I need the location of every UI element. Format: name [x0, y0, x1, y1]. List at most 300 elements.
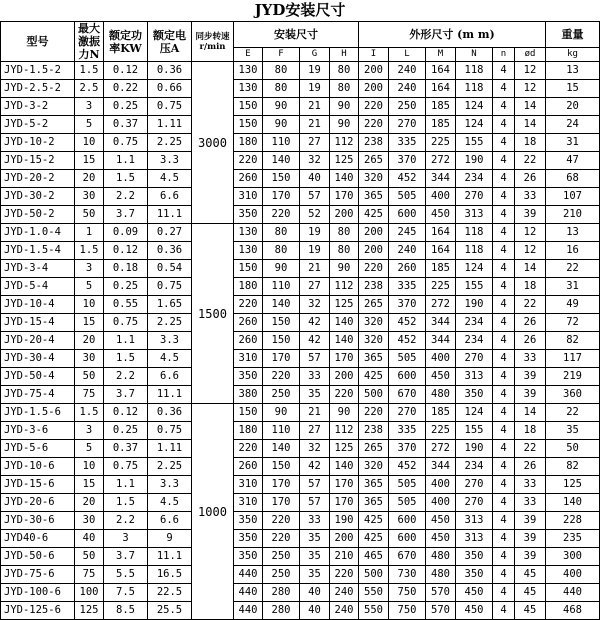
value-cell: 238 [359, 278, 389, 296]
table-row [1, 242, 600, 260]
model-cell: JYD-5-2 [1, 116, 75, 134]
table-row [1, 278, 600, 296]
value-cell: 4 [493, 350, 515, 368]
value-cell: 370 [389, 440, 426, 458]
model-cell: JYD-1.5-6 [1, 404, 75, 422]
value-cell: 45 [515, 566, 546, 584]
model-cell: JYD-15-2 [1, 152, 75, 170]
value-cell: 4.5 [148, 170, 192, 188]
value-cell: 180 [234, 422, 263, 440]
value-cell: 270 [389, 116, 426, 134]
value-cell: 125 [330, 440, 359, 458]
value-cell: 112 [330, 134, 359, 152]
table-row [1, 548, 600, 566]
value-cell: 12 [515, 224, 546, 242]
header-col-n: N [456, 47, 493, 61]
value-cell: 219 [546, 368, 600, 386]
value-cell: 0.75 [104, 134, 148, 152]
value-cell: 2.5 [75, 80, 104, 98]
value-cell: 118 [456, 62, 493, 80]
value-cell: 3 [75, 98, 104, 116]
value-cell: 240 [389, 80, 426, 98]
table-row [1, 476, 600, 494]
model-cell: JYD-30-2 [1, 188, 75, 206]
table-row [1, 206, 600, 224]
table-row [1, 350, 600, 368]
value-cell: 72 [546, 314, 600, 332]
value-cell: 272 [426, 296, 456, 314]
value-cell: 4 [493, 206, 515, 224]
value-cell: 0.36 [148, 404, 192, 422]
value-cell: 500 [359, 386, 389, 404]
value-cell: 505 [389, 476, 426, 494]
value-cell: 33 [515, 494, 546, 512]
value-cell: 270 [456, 494, 493, 512]
value-cell: 124 [456, 98, 493, 116]
value-cell: 26 [515, 332, 546, 350]
value-cell: 14 [515, 260, 546, 278]
value-cell: 4 [493, 152, 515, 170]
model-cell: JYD-5-6 [1, 440, 75, 458]
value-cell: 4 [493, 386, 515, 404]
value-cell: 25.5 [148, 602, 192, 620]
header-outer-dimensions: 外形尺寸 (m m) [359, 22, 546, 48]
value-cell: 3 [104, 530, 148, 548]
value-cell: 4 [493, 584, 515, 602]
value-cell: 190 [456, 440, 493, 458]
value-cell: 32 [300, 152, 330, 170]
value-cell: 220 [263, 530, 300, 548]
jyd-spec-table [0, 21, 600, 620]
value-cell: 50 [75, 368, 104, 386]
value-cell: 39 [515, 368, 546, 386]
value-cell: 49 [546, 296, 600, 314]
value-cell: 3.7 [104, 386, 148, 404]
value-cell: 350 [456, 386, 493, 404]
value-cell: 0.36 [148, 242, 192, 260]
value-cell: 39 [515, 206, 546, 224]
value-cell: 500 [359, 566, 389, 584]
value-cell: 570 [426, 584, 456, 602]
value-cell: 170 [263, 476, 300, 494]
value-cell: 730 [389, 566, 426, 584]
value-cell: 11.1 [148, 548, 192, 566]
value-cell: 0.27 [148, 224, 192, 242]
value-cell: 130 [234, 242, 263, 260]
value-cell: 360 [546, 386, 600, 404]
value-cell: 0.55 [104, 296, 148, 314]
header-weight: 重量 [546, 22, 600, 48]
model-cell: JYD-100-6 [1, 584, 75, 602]
value-cell: 480 [426, 386, 456, 404]
value-cell: 1.5 [104, 494, 148, 512]
model-cell: JYD-3-6 [1, 422, 75, 440]
value-cell: 57 [300, 476, 330, 494]
header-col-diameter: ød [515, 47, 546, 61]
value-cell: 1.1 [104, 476, 148, 494]
value-cell: 1.5 [104, 170, 148, 188]
value-cell: 124 [456, 116, 493, 134]
value-cell: 4 [493, 458, 515, 476]
value-cell: 0.25 [104, 278, 148, 296]
value-cell: 1.1 [104, 152, 148, 170]
value-cell: 280 [263, 584, 300, 602]
value-cell: 164 [426, 62, 456, 80]
value-cell: 13 [546, 62, 600, 80]
value-cell: 344 [426, 170, 456, 188]
value-cell: 80 [330, 80, 359, 98]
value-cell: 26 [515, 458, 546, 476]
value-cell: 42 [300, 332, 330, 350]
value-cell: 170 [330, 188, 359, 206]
value-cell: 4 [493, 476, 515, 494]
value-cell: 4 [493, 296, 515, 314]
table-title: JYD安装尺寸 [254, 1, 346, 19]
value-cell: 400 [426, 494, 456, 512]
value-cell: 112 [330, 422, 359, 440]
value-cell: 425 [359, 206, 389, 224]
value-cell: 80 [263, 242, 300, 260]
value-cell: 2.25 [148, 134, 192, 152]
value-cell: 270 [456, 476, 493, 494]
value-cell: 0.09 [104, 224, 148, 242]
value-cell: 3.3 [148, 476, 192, 494]
value-cell: 240 [330, 584, 359, 602]
value-cell: 452 [389, 170, 426, 188]
table-row [1, 458, 600, 476]
value-cell: 19 [300, 62, 330, 80]
value-cell: 1.11 [148, 116, 192, 134]
value-cell: 310 [234, 350, 263, 368]
value-cell: 57 [300, 494, 330, 512]
value-cell: 350 [234, 206, 263, 224]
sync-speed-cell: 1000 [192, 404, 234, 620]
value-cell: 18 [515, 134, 546, 152]
value-cell: 31 [546, 134, 600, 152]
model-cell: JYD-1.5-4 [1, 242, 75, 260]
header-col-small-n: n [493, 47, 515, 61]
value-cell: 452 [389, 314, 426, 332]
value-cell: 450 [426, 512, 456, 530]
value-cell: 5 [75, 440, 104, 458]
value-cell: 320 [359, 314, 389, 332]
value-cell: 39 [515, 530, 546, 548]
value-cell: 8.5 [104, 602, 148, 620]
value-cell: 82 [546, 458, 600, 476]
value-cell: 310 [234, 188, 263, 206]
value-cell: 170 [330, 476, 359, 494]
table-row [1, 566, 600, 584]
value-cell: 124 [456, 404, 493, 422]
value-cell: 118 [456, 224, 493, 242]
value-cell: 80 [330, 62, 359, 80]
value-cell: 452 [389, 458, 426, 476]
value-cell: 220 [234, 296, 263, 314]
value-cell: 170 [263, 494, 300, 512]
value-cell: 180 [234, 278, 263, 296]
value-cell: 12 [515, 80, 546, 98]
value-cell: 1.5 [75, 62, 104, 80]
value-cell: 310 [234, 494, 263, 512]
value-cell: 2.2 [104, 512, 148, 530]
value-cell: 1.11 [148, 440, 192, 458]
value-cell: 190 [456, 152, 493, 170]
header-max-force: 最大激振力N [75, 22, 104, 62]
table-row [1, 98, 600, 116]
model-cell: JYD-125-6 [1, 602, 75, 620]
value-cell: 185 [426, 98, 456, 116]
value-cell: 220 [359, 260, 389, 278]
value-cell: 170 [263, 188, 300, 206]
value-cell: 68 [546, 170, 600, 188]
value-cell: 52 [300, 206, 330, 224]
value-cell: 80 [330, 224, 359, 242]
value-cell: 260 [234, 332, 263, 350]
value-cell: 90 [330, 98, 359, 116]
value-cell: 130 [234, 224, 263, 242]
value-cell: 27 [300, 422, 330, 440]
value-cell: 1.65 [148, 296, 192, 314]
value-cell: 40 [300, 602, 330, 620]
value-cell: 0.66 [148, 80, 192, 98]
table-row [1, 512, 600, 530]
value-cell: 140 [330, 332, 359, 350]
value-cell: 4 [493, 62, 515, 80]
header-col-e: E [234, 47, 263, 61]
value-cell: 550 [359, 602, 389, 620]
value-cell: 200 [359, 62, 389, 80]
value-cell: 240 [389, 62, 426, 80]
value-cell: 425 [359, 512, 389, 530]
value-cell: 350 [234, 368, 263, 386]
value-cell: 270 [389, 404, 426, 422]
value-cell: 140 [330, 314, 359, 332]
value-cell: 20 [75, 170, 104, 188]
model-cell: JYD-2.5-2 [1, 80, 75, 98]
value-cell: 2.2 [104, 188, 148, 206]
table-row [1, 422, 600, 440]
value-cell: 365 [359, 494, 389, 512]
value-cell: 452 [389, 332, 426, 350]
value-cell: 185 [426, 404, 456, 422]
value-cell: 220 [234, 440, 263, 458]
value-cell: 335 [389, 278, 426, 296]
value-cell: 16 [546, 242, 600, 260]
value-cell: 27 [300, 134, 330, 152]
value-cell: 600 [389, 530, 426, 548]
value-cell: 365 [359, 350, 389, 368]
value-cell: 220 [263, 368, 300, 386]
value-cell: 0.54 [148, 260, 192, 278]
value-cell: 150 [263, 458, 300, 476]
model-cell: JYD-30-4 [1, 350, 75, 368]
value-cell: 4 [493, 404, 515, 422]
value-cell: 0.75 [148, 422, 192, 440]
model-cell: JYD-3-4 [1, 260, 75, 278]
value-cell: 200 [330, 368, 359, 386]
header-col-f: F [263, 47, 300, 61]
table-row [1, 224, 600, 242]
value-cell: 450 [456, 584, 493, 602]
value-cell: 365 [359, 476, 389, 494]
value-cell: 10 [75, 458, 104, 476]
table-row [1, 386, 600, 404]
value-cell: 150 [234, 116, 263, 134]
value-cell: 272 [426, 152, 456, 170]
table-row [1, 584, 600, 602]
value-cell: 370 [389, 152, 426, 170]
value-cell: 550 [359, 584, 389, 602]
value-cell: 150 [263, 170, 300, 188]
value-cell: 39 [515, 386, 546, 404]
value-cell: 350 [234, 512, 263, 530]
value-cell: 57 [300, 350, 330, 368]
value-cell: 335 [389, 422, 426, 440]
header-install-dimensions: 安装尺寸 [234, 22, 359, 48]
value-cell: 57 [300, 188, 330, 206]
model-cell: JYD-10-6 [1, 458, 75, 476]
value-cell: 110 [263, 278, 300, 296]
value-cell: 190 [330, 512, 359, 530]
value-cell: 350 [456, 548, 493, 566]
value-cell: 150 [263, 314, 300, 332]
value-cell: 110 [263, 422, 300, 440]
header-col-h: H [330, 47, 359, 61]
table-row [1, 170, 600, 188]
value-cell: 27 [300, 278, 330, 296]
value-cell: 468 [546, 602, 600, 620]
value-cell: 170 [263, 350, 300, 368]
value-cell: 228 [546, 512, 600, 530]
value-cell: 1.1 [104, 332, 148, 350]
value-cell: 10 [75, 296, 104, 314]
value-cell: 0.75 [104, 314, 148, 332]
value-cell: 313 [456, 530, 493, 548]
value-cell: 313 [456, 206, 493, 224]
value-cell: 400 [426, 188, 456, 206]
value-cell: 210 [546, 206, 600, 224]
value-cell: 22 [515, 152, 546, 170]
value-cell: 234 [456, 314, 493, 332]
value-cell: 0.37 [104, 116, 148, 134]
value-cell: 0.18 [104, 260, 148, 278]
value-cell: 250 [263, 386, 300, 404]
model-cell: JYD-20-4 [1, 332, 75, 350]
value-cell: 220 [359, 404, 389, 422]
value-cell: 240 [330, 602, 359, 620]
value-cell: 185 [426, 260, 456, 278]
header-weight-unit: kg [546, 47, 600, 61]
table-row [1, 404, 600, 422]
table-body [1, 62, 600, 620]
value-cell: 0.75 [148, 98, 192, 116]
value-cell: 234 [456, 332, 493, 350]
value-cell: 2.25 [148, 314, 192, 332]
value-cell: 450 [426, 530, 456, 548]
value-cell: 20 [75, 332, 104, 350]
value-cell: 210 [330, 548, 359, 566]
value-cell: 350 [234, 548, 263, 566]
value-cell: 260 [234, 314, 263, 332]
value-cell: 335 [389, 134, 426, 152]
value-cell: 170 [330, 494, 359, 512]
value-cell: 107 [546, 188, 600, 206]
value-cell: 140 [330, 170, 359, 188]
value-cell: 21 [300, 116, 330, 134]
table-row [1, 116, 600, 134]
value-cell: 15 [546, 80, 600, 98]
value-cell: 6.6 [148, 188, 192, 206]
value-cell: 4 [493, 170, 515, 188]
value-cell: 0.75 [104, 458, 148, 476]
value-cell: 18 [515, 278, 546, 296]
value-cell: 14 [515, 116, 546, 134]
value-cell: 4 [493, 242, 515, 260]
model-cell: JYD-75-6 [1, 566, 75, 584]
value-cell: 0.12 [104, 62, 148, 80]
value-cell: 270 [456, 188, 493, 206]
value-cell: 344 [426, 314, 456, 332]
value-cell: 118 [456, 242, 493, 260]
value-cell: 155 [456, 422, 493, 440]
value-cell: 20 [75, 494, 104, 512]
value-cell: 20 [546, 98, 600, 116]
sync-speed-cell: 1500 [192, 224, 234, 404]
value-cell: 440 [234, 584, 263, 602]
value-cell: 14 [515, 404, 546, 422]
value-cell: 90 [263, 98, 300, 116]
value-cell: 118 [456, 80, 493, 98]
value-cell: 31 [546, 278, 600, 296]
value-cell: 124 [456, 260, 493, 278]
value-cell: 80 [263, 224, 300, 242]
value-cell: 19 [300, 224, 330, 242]
sync-speed-cell: 3000 [192, 62, 234, 224]
value-cell: 0.37 [104, 440, 148, 458]
value-cell: 440 [234, 602, 263, 620]
value-cell: 220 [263, 206, 300, 224]
value-cell: 15 [75, 476, 104, 494]
value-cell: 21 [300, 260, 330, 278]
value-cell: 35 [300, 548, 330, 566]
value-cell: 4 [493, 80, 515, 98]
value-cell: 90 [263, 116, 300, 134]
value-cell: 450 [456, 602, 493, 620]
value-cell: 250 [263, 566, 300, 584]
value-cell: 13 [546, 224, 600, 242]
model-cell: JYD-15-6 [1, 476, 75, 494]
value-cell: 3.3 [148, 152, 192, 170]
value-cell: 35 [300, 386, 330, 404]
value-cell: 240 [389, 242, 426, 260]
value-cell: 4 [493, 440, 515, 458]
table-row [1, 260, 600, 278]
model-cell: JYD-50-4 [1, 368, 75, 386]
model-cell: JYD-50-6 [1, 548, 75, 566]
value-cell: 4 [493, 494, 515, 512]
value-cell: 4 [493, 512, 515, 530]
value-cell: 450 [426, 368, 456, 386]
value-cell: 0.22 [104, 80, 148, 98]
value-cell: 234 [456, 458, 493, 476]
table-row [1, 80, 600, 98]
value-cell: 11.1 [148, 206, 192, 224]
model-cell: JYD-10-2 [1, 134, 75, 152]
value-cell: 100 [75, 584, 104, 602]
value-cell: 140 [330, 458, 359, 476]
value-cell: 1.5 [75, 404, 104, 422]
value-cell: 12 [515, 62, 546, 80]
